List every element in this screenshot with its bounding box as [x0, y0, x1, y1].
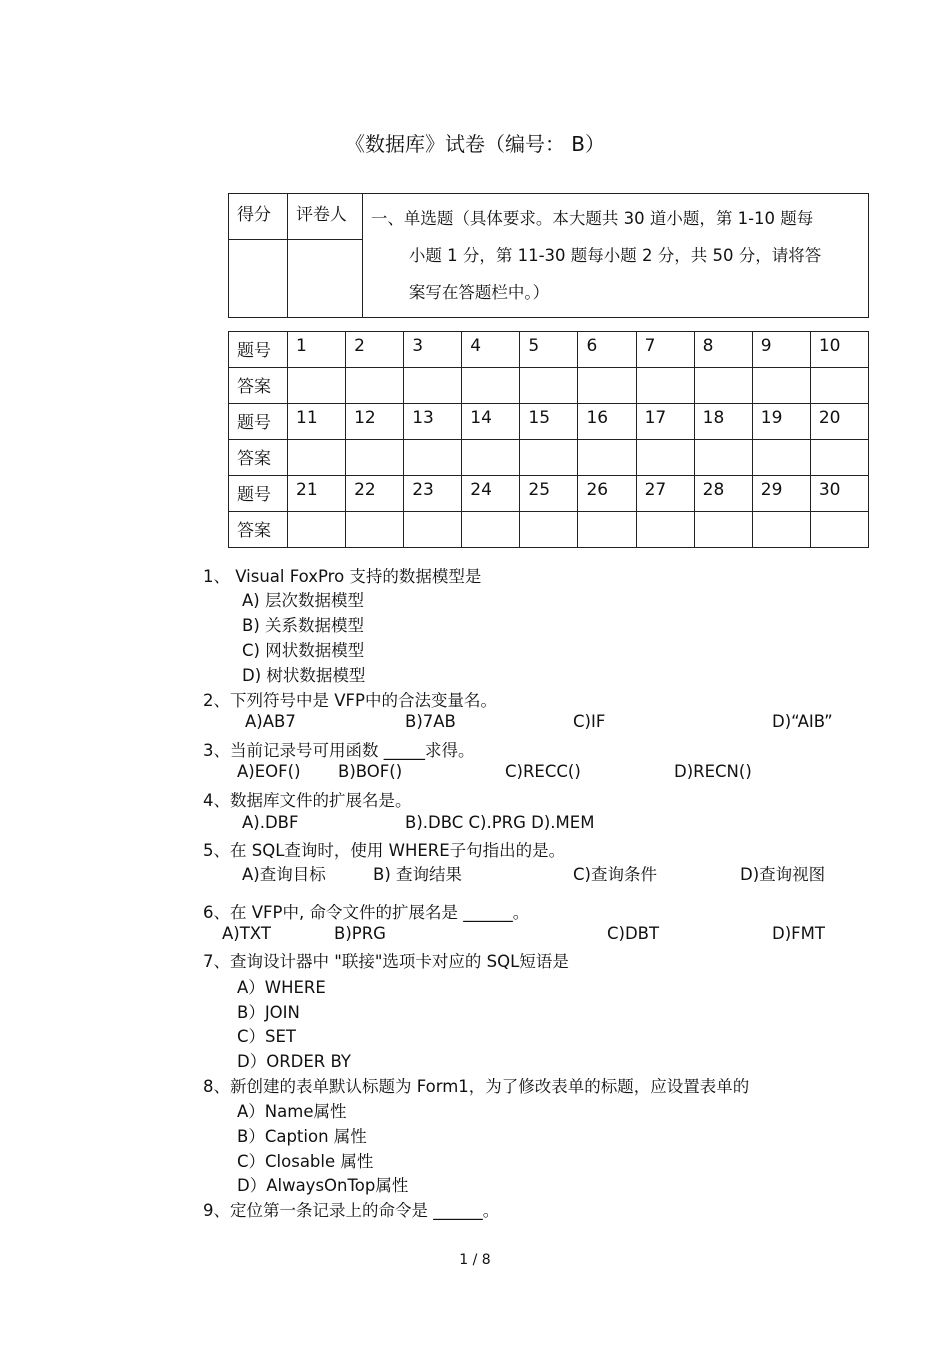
option: B）JOIN — [237, 1003, 300, 1022]
question-number-cell: 6 — [578, 332, 636, 368]
question-number-cell: 15 — [520, 404, 578, 440]
answer-cell[interactable] — [578, 440, 636, 476]
question-number-cell: 11 — [288, 404, 346, 440]
grader-label: 评卷人 — [287, 194, 362, 240]
option: D)FMT — [772, 924, 825, 943]
question-number-cell: 23 — [404, 476, 462, 512]
answer-cell[interactable] — [462, 512, 520, 548]
option: C)DBT — [607, 924, 660, 943]
answer-row — [229, 440, 869, 476]
option: A) 层次数据模型 — [242, 591, 364, 610]
question-8: 8、新创建的表单默认标题为 Form1，为了修改表单的标题，应设置表单的 — [203, 1077, 750, 1096]
answer-cell[interactable] — [810, 512, 868, 548]
answer-cell[interactable] — [346, 440, 404, 476]
question-number-cell: 17 — [636, 404, 694, 440]
question-number-cell: 4 — [462, 332, 520, 368]
option: D)“AIB” — [772, 712, 833, 731]
answer-label: 答案 — [229, 368, 288, 404]
answer-cell[interactable] — [636, 512, 694, 548]
option: B)7AB — [405, 712, 456, 731]
option: D)RECN() — [674, 762, 752, 781]
answer-cell[interactable] — [636, 440, 694, 476]
instruction-line: 一、单选题（具体要求。本大题共 30 道小题，第 1-10 题每 — [370, 209, 814, 228]
question-number-cell: 13 — [404, 404, 462, 440]
option: C) 网状数据模型 — [242, 641, 365, 660]
question-4: 4、数据库文件的扩展名是。 — [203, 791, 412, 810]
question-number-cell: 7 — [636, 332, 694, 368]
question-number-cell: 1 — [288, 332, 346, 368]
question-number-cell: 25 — [520, 476, 578, 512]
answer-cell[interactable] — [520, 368, 578, 404]
answer-cell[interactable] — [404, 368, 462, 404]
option: D）ORDER BY — [237, 1052, 351, 1071]
question-number-cell: 24 — [462, 476, 520, 512]
answer-cell[interactable] — [578, 368, 636, 404]
answer-label: 答案 — [229, 512, 288, 548]
answer-cell[interactable] — [752, 440, 810, 476]
option: C）Closable 属性 — [237, 1152, 374, 1171]
option: A)查询目标 — [242, 865, 326, 884]
answer-table — [228, 331, 869, 548]
question-number-cell: 10 — [810, 332, 868, 368]
answer-cell[interactable] — [578, 512, 636, 548]
answer-cell[interactable] — [520, 440, 578, 476]
answer-cell[interactable] — [404, 512, 462, 548]
option: A)TXT — [222, 924, 271, 943]
question-number-cell: 19 — [752, 404, 810, 440]
answer-cell[interactable] — [346, 368, 404, 404]
question-number-cell: 18 — [694, 404, 752, 440]
answer-cell[interactable] — [636, 368, 694, 404]
question-number-cell: 9 — [752, 332, 810, 368]
question-number-cell: 5 — [520, 332, 578, 368]
question-number-cell: 21 — [288, 476, 346, 512]
question-number-cell: 2 — [346, 332, 404, 368]
option: A）WHERE — [237, 978, 326, 997]
option: A）Name属性 — [237, 1102, 347, 1121]
option: B) 关系数据模型 — [242, 616, 365, 635]
option: A).DBF — [242, 813, 299, 832]
answer-cell[interactable] — [752, 368, 810, 404]
page-title: 《数据库》试卷（编号： B） — [344, 132, 606, 156]
question-number-cell: 29 — [752, 476, 810, 512]
question-number-cell: 8 — [694, 332, 752, 368]
answer-cell[interactable] — [288, 512, 346, 548]
question-number-row — [229, 476, 869, 512]
question-2: 2、下列符号中是 VFP中的合法变量名。 — [203, 691, 497, 710]
option: C)IF — [573, 712, 606, 731]
question-number-cell: 20 — [810, 404, 868, 440]
answer-cell[interactable] — [810, 368, 868, 404]
answer-cell[interactable] — [462, 368, 520, 404]
answer-cell[interactable] — [752, 512, 810, 548]
question-number-cell: 28 — [694, 476, 752, 512]
answer-cell[interactable] — [346, 512, 404, 548]
score-label: 得分 — [229, 194, 288, 240]
score-table — [228, 193, 869, 318]
question-3: 3、当前记录号可用函数 _____求得。 — [203, 741, 475, 760]
option: A)AB7 — [245, 712, 296, 731]
answer-label: 答案 — [229, 440, 288, 476]
question-number-cell: 22 — [346, 476, 404, 512]
question-number-cell: 14 — [462, 404, 520, 440]
question-number-row — [229, 332, 869, 368]
option: A)EOF() — [237, 762, 301, 781]
answer-cell[interactable] — [288, 440, 346, 476]
answer-row — [229, 368, 869, 404]
question-number-cell: 16 — [578, 404, 636, 440]
option: B)PRG — [334, 924, 386, 943]
option: B).DBC C).PRG D).MEM — [405, 813, 595, 832]
option: D) 树状数据模型 — [242, 666, 366, 685]
option: D)查询视图 — [740, 865, 826, 884]
option: D）AlwaysOnTop属性 — [237, 1176, 409, 1195]
answer-cell[interactable] — [520, 512, 578, 548]
score-cell[interactable] — [229, 239, 288, 317]
question-number-cell: 30 — [810, 476, 868, 512]
option: B)BOF() — [338, 762, 403, 781]
option: C)查询条件 — [573, 865, 657, 884]
answer-cell[interactable] — [694, 512, 752, 548]
option: B) 查询结果 — [373, 865, 463, 884]
option: C)RECC() — [505, 762, 581, 781]
question-number-row — [229, 404, 869, 440]
option: B）Caption 属性 — [237, 1127, 367, 1146]
qnum-label: 题号 — [229, 476, 288, 512]
page-number: 1 / 8 — [459, 1252, 491, 1268]
question-number-cell: 27 — [636, 476, 694, 512]
question-number-cell: 3 — [404, 332, 462, 368]
question-number-cell: 12 — [346, 404, 404, 440]
answer-cell[interactable] — [462, 440, 520, 476]
instruction-line: 案写在答题栏中。） — [408, 283, 550, 302]
answer-cell[interactable] — [694, 440, 752, 476]
grader-cell[interactable] — [287, 239, 362, 317]
question-6: 6、在 VFP中, 命令文件的扩展名是 ______。 — [203, 903, 530, 922]
qnum-label: 题号 — [229, 404, 288, 440]
question-5: 5、在 SQL查询时，使用 WHERE子句指出的是。 — [203, 841, 566, 860]
answer-cell[interactable] — [694, 368, 752, 404]
question-7: 7、查询设计器中 "联接"选项卡对应的 SQL短语是 — [203, 952, 569, 971]
question-9: 9、定位第一条记录上的命令是 ______。 — [203, 1201, 500, 1220]
question-number-cell: 26 — [578, 476, 636, 512]
answer-cell[interactable] — [810, 440, 868, 476]
qnum-label: 题号 — [229, 332, 288, 368]
section-instruction — [362, 194, 868, 318]
instruction-line: 小题 1 分，第 11-30 题每小题 2 分，共 50 分，请将答 — [408, 246, 822, 265]
question-1: 1、 Visual FoxPro 支持的数据模型是 — [203, 567, 482, 586]
answer-row — [229, 512, 869, 548]
answer-cell[interactable] — [404, 440, 462, 476]
option: C）SET — [237, 1027, 296, 1046]
answer-cell[interactable] — [288, 368, 346, 404]
